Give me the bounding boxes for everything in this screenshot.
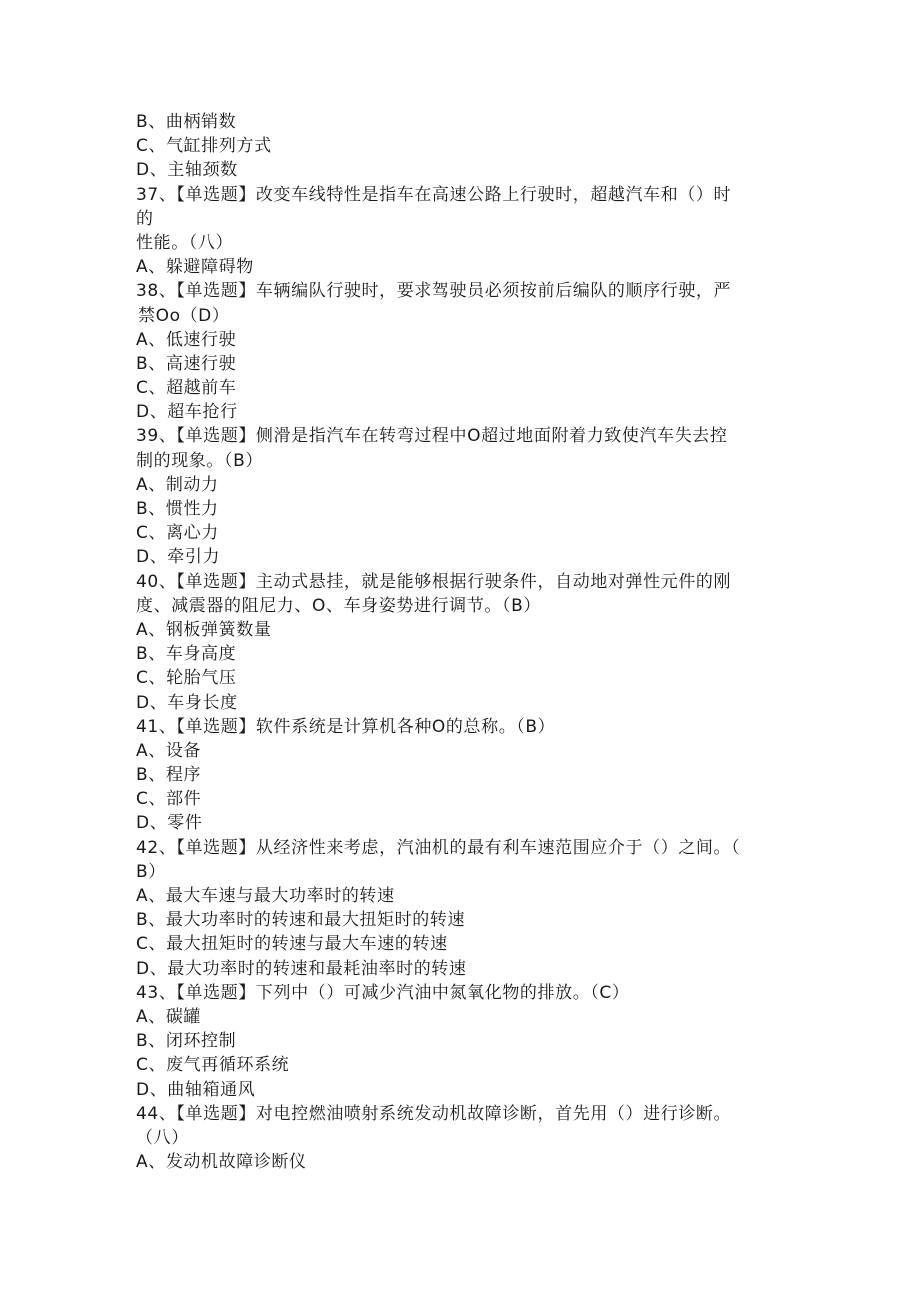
question-41-stem: 41、【单选题】软件系统是计算机各种O的总称。（B） bbox=[136, 716, 556, 737]
question-39-option-d: D、牵引力 bbox=[136, 547, 221, 568]
question-40-option-b: B、车身高度 bbox=[136, 644, 237, 665]
question-42-option-b: B、最大功率时的转速和最大扭矩时的转速 bbox=[136, 910, 466, 931]
question-38-option-a: A、低速行驶 bbox=[136, 329, 237, 350]
question-42-stem: 42、【单选题】从经济性来考虑，汽油机的最有利车速范围应介于（）之间。（ bbox=[136, 837, 741, 858]
question-40-option-d: D、车身长度 bbox=[136, 692, 238, 713]
question-list bbox=[136, 110, 786, 1174]
question-42-option-d: D、最大功率时的转速和最耗油率时的转速 bbox=[136, 958, 467, 979]
option-c-cylinder-arrangement: C、气缸排列方式 bbox=[136, 136, 272, 157]
question-39-option-b: B、惯性力 bbox=[136, 499, 219, 519]
question-37-stem-cont-1: 的 bbox=[136, 208, 154, 229]
question-39-option-a: A、制动力 bbox=[136, 474, 219, 495]
option-d-main-journal-count: D、主轴颈数 bbox=[136, 160, 238, 181]
question-41-option-c: C、部件 bbox=[136, 789, 202, 810]
question-40-option-a: A、钢板弹簧数量 bbox=[136, 619, 272, 640]
question-39-stem: 39、【单选题】侧滑是指汽车在转弯过程中O超过地面附着力致使汽车失去控 bbox=[136, 426, 728, 447]
question-44-option-a: A、发动机故障诊断仪 bbox=[136, 1152, 307, 1173]
question-43-option-b: B、闭环控制 bbox=[136, 1031, 237, 1052]
question-39-option-c: C、离心力 bbox=[136, 523, 219, 544]
question-37-stem: 37、【单选题】改变车线特性是指车在高速公路上行驶时，超越汽车和（）时 bbox=[136, 184, 732, 205]
question-37-stem-cont-2: 性能。（八） bbox=[136, 232, 234, 253]
question-43-stem: 43、【单选题】下列中（）可减少汽油中氮氧化物的排放。（C） bbox=[136, 982, 630, 1003]
question-38-option-c: C、超越前车 bbox=[136, 378, 237, 399]
question-44-stem-cont: （八） bbox=[136, 1127, 189, 1148]
option-b-crankpin-count: B、曲柄销数 bbox=[136, 112, 237, 132]
question-40-stem: 40、【单选题】主动式悬挂，就是能够根据行驶条件，自动地对弹性元件的刚 bbox=[136, 571, 732, 592]
question-38-option-b: B、高速行驶 bbox=[136, 353, 237, 374]
question-38-stem: 38、【单选题】车辆编队行驶时，要求驾驶员必须按前后编队的顺序行驶，严 bbox=[136, 281, 732, 302]
question-41-option-d: D、零件 bbox=[136, 813, 203, 834]
question-43-option-d: D、曲轴箱通风 bbox=[136, 1079, 256, 1100]
question-38-option-d: D、超车抢行 bbox=[136, 402, 238, 423]
question-43-option-c: C、废气再循环系统 bbox=[136, 1055, 290, 1076]
question-44-stem: 44、【单选题】对电控燃油喷射系统发动机故障诊断，首先用（）进行诊断。 bbox=[136, 1103, 732, 1124]
question-41-option-a: A、设备 bbox=[136, 740, 202, 761]
question-42-option-c: C、最大扭矩时的转速与最大车速的转速 bbox=[136, 934, 448, 955]
question-42-stem-cont: B） bbox=[136, 861, 166, 882]
question-39-stem-cont: 制的现象。（B） bbox=[136, 450, 263, 471]
question-43-option-a: A、碳罐 bbox=[136, 1006, 202, 1027]
question-38-stem-cont: 禁Oo（D） bbox=[138, 305, 230, 326]
question-40-option-c: C、轮胎气压 bbox=[136, 668, 237, 689]
question-41-option-b: B、程序 bbox=[136, 765, 202, 786]
question-37-option-a: A、躲避障碍物 bbox=[136, 257, 254, 278]
question-42-option-a: A、最大车速与最大功率时的转速 bbox=[136, 886, 395, 906]
question-40-stem-cont: 度、减震器的阻尼力、O、车身姿势进行调节。（B） bbox=[136, 595, 541, 616]
